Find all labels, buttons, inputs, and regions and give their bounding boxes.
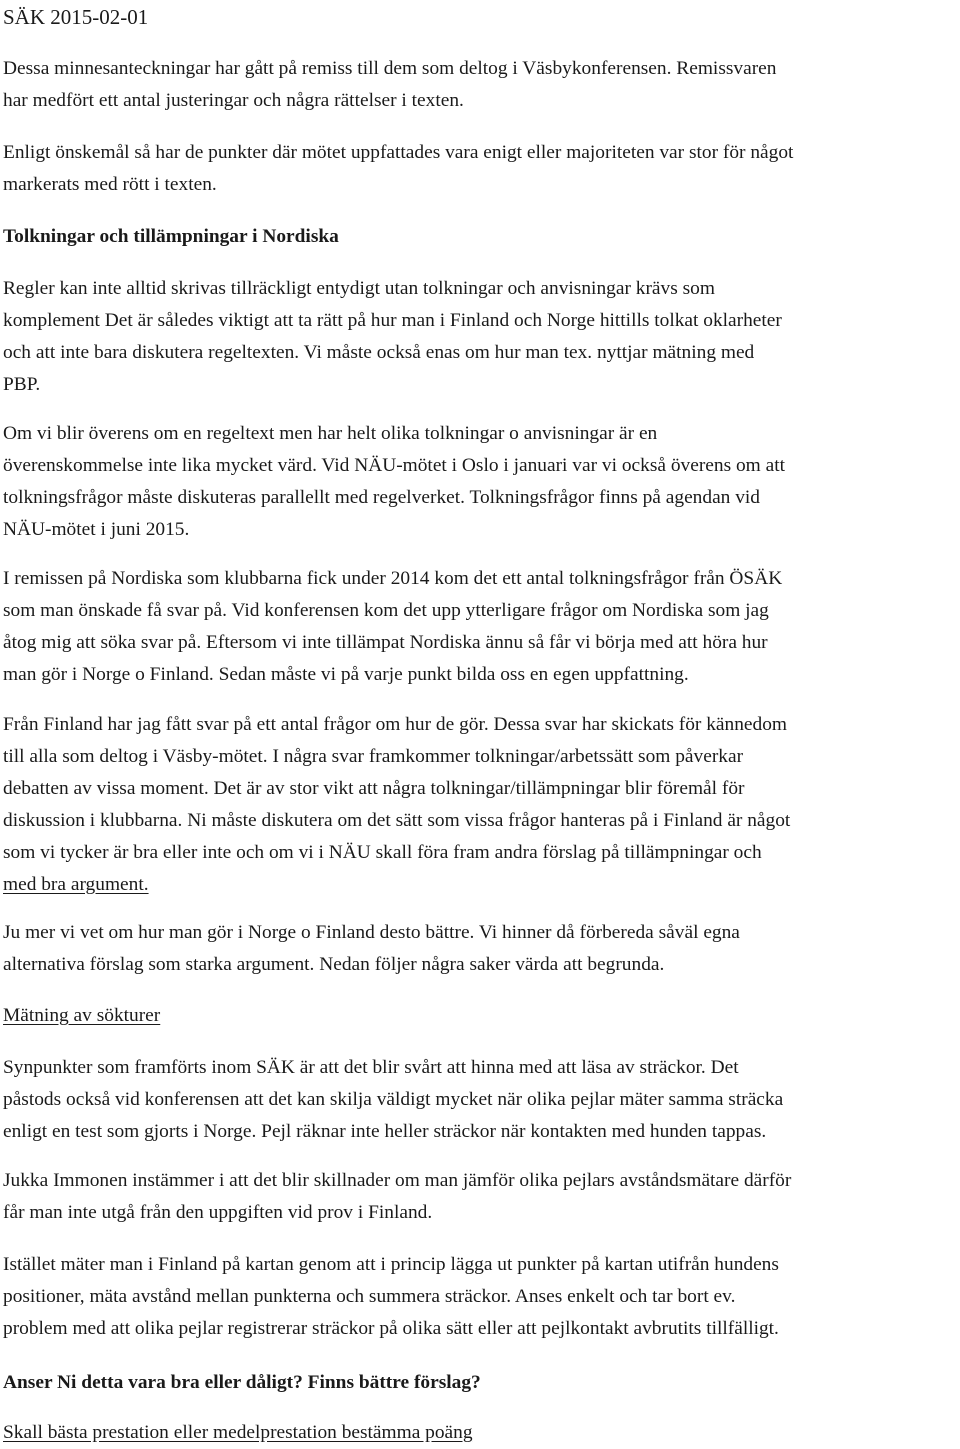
- text-line: har medfört ett antal justeringar och några rättelser i texten.: [3, 90, 464, 111]
- section1-paragraph-3: [3, 563, 959, 691]
- text-line: till alla som deltog i Väsby-mötet. I några svar framkommer tolkningar/arbetssätt som påverkar: [3, 746, 744, 767]
- section1-paragraph-2: [3, 418, 959, 546]
- text-line: Från Finland har jag fått svar på ett antal frågor om hur de gör. Dessa svar har skickats för kännedom: [3, 714, 788, 735]
- section1-paragraph-5: [3, 917, 959, 981]
- section2-question: Anser Ni detta vara bra eller dåligt? Finns bättre förslag?: [3, 1372, 481, 1393]
- section-heading-matning: Mätning av sökturer: [3, 1005, 161, 1026]
- text-line: Istället mäter man i Finland på kartan genom att i princip lägga ut punkter på kartan utifrån hundens: [3, 1254, 779, 1275]
- text-line: påstods också vid konferensen att det kan skilja väldigt mycket när olika pejlar mäter samma sträcka: [3, 1089, 784, 1110]
- intro-paragraph: [3, 53, 959, 117]
- text-line: Ju mer vi vet om hur man gör i Norge o Finland desto bättre. Vi hinner då förbereda såväl egna: [3, 922, 740, 943]
- text-line: markerats med rött i texten.: [3, 174, 217, 195]
- text-line: Enligt önskemål så har de punkter där mötet uppfattades vara enigt eller majoriteten var stor för något: [3, 142, 794, 163]
- text-line: Dessa minnesanteckningar har gått på remiss till dem som deltog i Väsbykonferensen. Remissvaren: [3, 58, 777, 79]
- text-line: I remissen på Nordiska som klubbarna fick under 2014 kom det ett antal tolkningsfrågor från ÖSÄK: [3, 568, 783, 589]
- text-line: positioner, mäta avstånd mellan punkterna och summera sträckor. Anses enkelt och tar bort ev.: [3, 1286, 736, 1307]
- text-line: man gör i Norge o Finland. Sedan måste vi på varje punkt bilda oss en egen uppfattning.: [3, 664, 689, 685]
- section1-paragraph-4: [3, 709, 959, 901]
- section2-paragraph-2: [3, 1165, 959, 1229]
- section1-paragraph-1: [3, 273, 959, 401]
- note-paragraph: [3, 137, 959, 201]
- text-line: NÄU-mötet i juni 2015.: [3, 519, 190, 540]
- text-line: problem med att olika pejlar registrerar sträckor på olika sätt eller att pejlkontakt avbrutits tillfälligt.: [3, 1318, 779, 1339]
- text-line: får man inte utgå från den uppgiften vid prov i Finland.: [3, 1202, 433, 1223]
- section2-paragraph-3: [3, 1249, 959, 1345]
- text-line: alternativa förslag som starka argument. Nedan följer några saker värda att begrunda.: [3, 954, 665, 975]
- text-line: komplement Det är således viktigt att ta rätt på hur man i Finland och Norge hittills tolkat oklarheter: [3, 310, 782, 331]
- underlined-text-line: med bra argument.: [3, 874, 149, 895]
- text-line: Regler kan inte alltid skrivas tillräckligt entydigt utan tolkningar och anvisningar krävs som: [3, 278, 715, 299]
- text-line: Synpunkter som framförts inom SÄK är att det blir svårt att hinna med att läsa av sträckor. Det: [3, 1057, 739, 1078]
- text-line: åtog mig att söka svar på. Eftersom vi inte tillämpat Nordiska ännu så får vi börja med att höra hur: [3, 632, 768, 653]
- text-line: diskussion i klubbarna. Ni måste diskutera om det sätt som vissa frågor hanteras på i Finland är något: [3, 810, 791, 831]
- text-line: som vi tycker är bra eller inte och om vi i NÄU skall föra fram andra förslag på tillämpningar och: [3, 842, 762, 863]
- text-line: tolkningsfrågor måste diskuteras parallellt med regelverket. Tolkningsfrågor finns på agendan vid: [3, 487, 760, 508]
- text-line: enligt en test som gjorts i Norge. Pejl räknar inte heller sträckor när kontakten med hunden tappas.: [3, 1121, 767, 1142]
- text-line: och att inte bara diskutera regeltexten. Vi måste också enas om hur man tex. nyttjar mätning med: [3, 342, 755, 363]
- section2-paragraph-1: [3, 1052, 959, 1148]
- text-line: PBP.: [3, 374, 41, 395]
- text-line: Jukka Immonen instämmer i att det blir skillnader om man jämför olika pejlars avståndsmätare därför: [3, 1170, 792, 1191]
- text-line: Om vi blir överens om en regeltext men har helt olika tolkningar o anvisningar är en: [3, 423, 658, 444]
- text-line: överenskommelse inte lika mycket värd. Vid NÄU-mötet i Oslo i januari var vi också överens om att: [3, 455, 785, 476]
- text-line: debatten av vissa moment. Det är av stor vikt att några tolkningar/tillämpningar blir föremål för: [3, 778, 745, 799]
- section-heading-tolkningar: Tolkningar och tillämpningar i Nordiska: [3, 226, 339, 247]
- section-heading-prestation: Skall bästa prestation eller medelprestation bestämma poäng: [3, 1422, 473, 1443]
- document-title: SÄK 2015-02-01: [3, 5, 149, 29]
- text-line: som man önskade få svar på. Vid konferensen kom det upp ytterligare frågor om Nordiska som jag: [3, 600, 769, 621]
